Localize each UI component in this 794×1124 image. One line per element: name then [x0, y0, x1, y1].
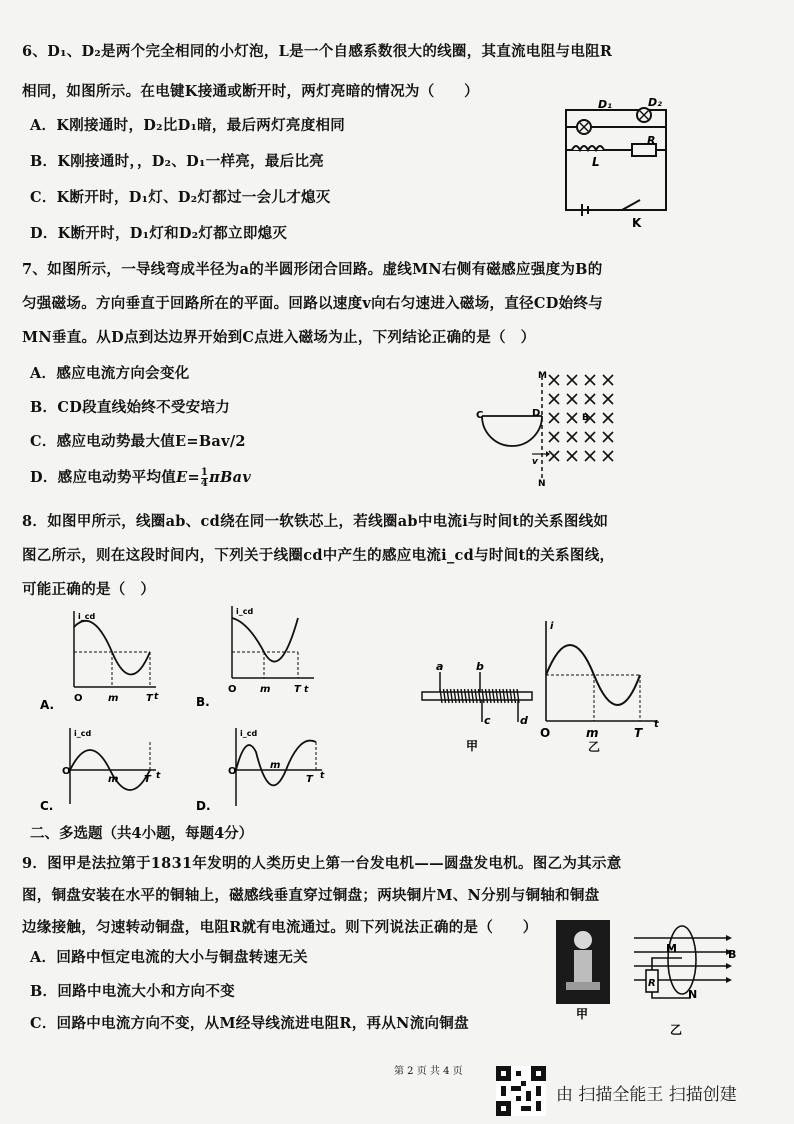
- q9-label-r: R: [648, 978, 656, 989]
- q8-yi-ylabel: i: [550, 621, 554, 632]
- q8-yi-taxis: t: [654, 719, 659, 730]
- q7-field-crosses: [549, 375, 613, 461]
- q9-disk-schematic: [630, 918, 740, 1038]
- q7-option-d-fraction: [201, 468, 208, 489]
- q9-option-c: C．回路中电流方向不变，从M经导线流进电阻R，再从N流向铜盘: [30, 1015, 469, 1032]
- q8-graph-c-taxis: t: [156, 771, 161, 781]
- scanner-brand-watermark: 由 扫描全能王 扫描创建: [556, 1085, 737, 1105]
- q7-label-n: N: [538, 479, 546, 489]
- q8-graph-d-t: T: [306, 774, 313, 785]
- q8-graph-c-origin: O: [62, 766, 71, 777]
- q7-magnetic-field-figure: [470, 368, 630, 490]
- q8-graph-a: [38, 605, 168, 715]
- q8-graph-b-origin: O: [228, 684, 237, 695]
- q8-graph-a-t: T: [146, 693, 153, 704]
- q8-graph-b-label: B.: [196, 695, 210, 709]
- q9-stem-line3: 边缘接触，匀速转动铜盘，电阻R就有电流通过。则下列说法正确的是（ ）: [22, 919, 538, 936]
- q8-yi-m: m: [586, 726, 599, 740]
- q7-stem-line1: 7、如图所示，一导线弯成半径为a的半圆形闭合回路。虚线MN右侧有磁感应强度为B的: [22, 261, 603, 278]
- q6-label-r: R: [647, 134, 656, 147]
- q6-label-d1: D₁: [598, 98, 612, 111]
- q7-label-d: D: [532, 408, 541, 419]
- q8-graph-b-m: m: [260, 684, 271, 695]
- q6-option-a: A．K刚接通时，D₂比D₁暗，最后两灯亮度相同: [30, 117, 346, 134]
- q6-option-b: B．K刚接通时，，D₂、D₁一样亮，最后比亮: [30, 153, 325, 170]
- q8-figure-yi: [536, 615, 666, 745]
- q7-option-a: A．感应电流方向会变化: [30, 365, 190, 382]
- q9-generator-photo: [556, 920, 610, 1020]
- q6-label-l: L: [592, 155, 600, 169]
- q7-option-d: [30, 466, 251, 489]
- q6-stem-line1: 6、D₁、D₂是两个完全相同的小灯泡，L是一个自感系数很大的线圈，其直流电阻与电阻R: [22, 43, 613, 60]
- q8-graph-d-taxis: t: [320, 771, 325, 781]
- q9-option-b: B．回路中电流大小和方向不变: [30, 983, 235, 1000]
- q8-caption-yi: 乙: [588, 740, 601, 754]
- q9-label-n: N: [688, 988, 698, 1001]
- q7-option-d-num: 1: [200, 466, 209, 478]
- q8-label-b: b: [476, 660, 484, 673]
- q8-graph-c-ylabel: i_cd: [74, 729, 92, 738]
- q8-graph-b-taxis: t: [304, 685, 309, 695]
- q8-stem-line1: 8．如图甲所示，线圈ab、cd绕在同一软铁芯上，若线圈ab中电流i与时间t的关系图线如: [22, 513, 609, 530]
- q7-option-c: C．感应电动势最大值E=Bav/2: [30, 433, 246, 450]
- q9-option-a: A．回路中恒定电流的大小与铜盘转速无关: [30, 949, 308, 966]
- q8-graph-d-ylabel: i_cd: [240, 729, 258, 738]
- q6-circuit-figure: [548, 92, 672, 232]
- qr-code-icon[interactable]: [496, 1066, 546, 1116]
- section-multiple-choice-title: 二、多选题（共4小题，每题4分）: [30, 825, 254, 842]
- q8-graph-b-ylabel: i_cd: [236, 607, 254, 616]
- q8-graph-c-t: T: [144, 774, 151, 785]
- q8-graph-d: [194, 722, 334, 822]
- q8-stem-line2: 图乙所示，则在这段时间内，下列关于线圈cd中产生的感应电流i_cd与时间t的关系图线，: [22, 547, 615, 564]
- q7-label-v: v: [532, 457, 538, 467]
- q9-stem-line1: 9．图甲是法拉第于1831年发明的人类历史上第一台发电机——圆盘发电机。图乙为其示意: [22, 855, 622, 872]
- q9-stem-line2: 图，铜盘安装在水平的铜轴上，磁感线垂直穿过铜盘；两块铜片M、N分别与铜轴和铜盘: [22, 887, 600, 904]
- q7-option-d-eq: =: [187, 469, 200, 486]
- q7-option-d-e: E: [176, 469, 188, 486]
- q7-option-d-den: 4: [200, 477, 209, 489]
- q7-option-d-suffix: πBav: [209, 469, 252, 486]
- q7-label-c: C: [476, 410, 484, 421]
- q7-label-m: M: [538, 371, 547, 381]
- q7-stem-line3: MN垂直。从D点到达边界开始到C点进入磁场为止，下列结论正确的是（ ）: [22, 329, 536, 346]
- q6-option-d: D．K断开时，D₁灯和D₂灯都立即熄灭: [30, 225, 288, 242]
- q7-option-b: B．CD段直线始终不受安培力: [30, 399, 231, 416]
- q8-graph-c: [38, 722, 168, 822]
- q8-graph-d-label: D.: [196, 799, 211, 813]
- q8-graph-a-origin: O: [74, 693, 83, 704]
- q8-caption-jia: 甲: [466, 739, 479, 753]
- q7-option-d-prefix: D．感应电动势平均值: [30, 469, 177, 486]
- q9-caption-yi: 乙: [670, 1023, 683, 1037]
- q8-yi-origin: O: [540, 726, 551, 740]
- q8-graph-d-origin: O: [228, 766, 237, 777]
- page-number: 第 2 页 共 4 页: [394, 1066, 463, 1077]
- q8-graph-a-ylabel: i_cd: [78, 612, 96, 621]
- q6-label-d2: D₂: [648, 96, 662, 109]
- q8-graph-d-m: m: [270, 760, 281, 771]
- q9-caption-jia: 甲: [576, 1007, 589, 1020]
- q9-label-m: M: [666, 942, 677, 955]
- q8-graph-a-taxis: t: [154, 692, 159, 702]
- q8-graph-a-label: A.: [40, 698, 55, 712]
- q8-figure-jia: [418, 660, 536, 756]
- q8-graph-c-label: C.: [40, 799, 54, 813]
- q8-graph-a-m: m: [108, 693, 119, 704]
- q7-stem-line2: 匀强磁场。方向垂直于回路所在的平面。回路以速度v向右匀速进入磁场，直径CD始终与: [22, 295, 604, 312]
- q8-graph-b: [194, 600, 324, 710]
- q8-label-d: d: [520, 714, 528, 727]
- q8-label-c: c: [484, 714, 491, 727]
- q6-label-k: K: [632, 216, 642, 230]
- q8-label-a: a: [436, 660, 444, 673]
- q8-yi-t: T: [634, 726, 643, 740]
- q6-stem-line2: 相同，如图所示。在电键K接通或断开时，两灯亮暗的情况为（ ）: [22, 83, 479, 100]
- q8-graph-b-t: T: [294, 684, 301, 695]
- q8-stem-line3: 可能正确的是（ ）: [22, 581, 156, 598]
- q8-graph-c-m: m: [108, 774, 119, 785]
- q9-label-b: B: [728, 948, 737, 961]
- q6-option-c: C．K断开时，D₁灯、D₂灯都过一会儿才熄灭: [30, 189, 331, 206]
- q7-label-b: B: [582, 413, 589, 423]
